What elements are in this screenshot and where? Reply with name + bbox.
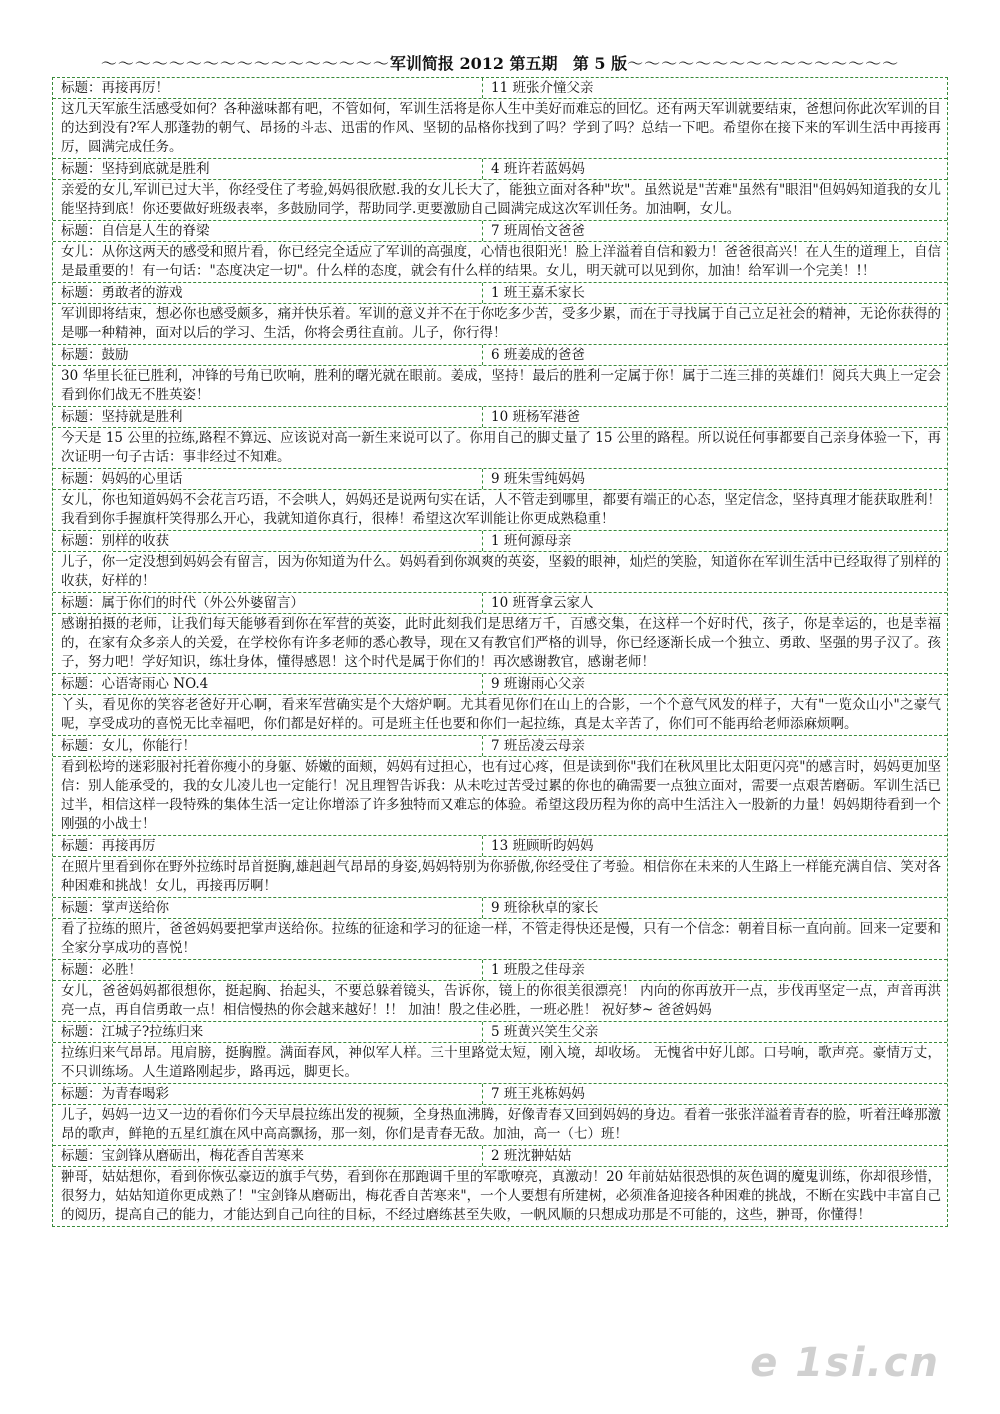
message-author: 4 班许若蓝妈妈 [491, 161, 585, 177]
message-header-row [53, 221, 947, 241]
message-author: 9 班谢雨心父亲 [491, 676, 585, 692]
header-title: 军训简报 2012 第五期 [389, 54, 558, 73]
message-body: 丫头，看见你的笑容老爸好开心啊，看来军营确实是个大熔炉啊。尤其看见你们在山上的合影，一个个意气风发的样子，大有"一览众山小"之豪气呢，享受成功的喜悦无比幸福吧，你们都是好样的。可是班主任也要和你们一起拉练，真是太辛苦了，你们可不能再给老师添麻烦啊。 [53, 694, 947, 735]
message-author: 7 班周怡文爸爸 [491, 223, 585, 239]
message-author: 9 班朱雪纯妈妈 [491, 471, 585, 487]
message-body: 军训即将结束，想必你也感受颇多，痛并快乐着。军训的意义并不在于你吃多少苦，受多少累，而在于寻找属于自己立足社会的精神，无论你获得的是哪一种精神，面对以后的学习、生活，你将会勇往直前。儿子，你行得！ [53, 303, 947, 344]
message-header-row [53, 674, 947, 694]
message-entry [53, 673, 947, 735]
message-body: 儿子，妈妈一边又一边的看你们今天早晨拉练出发的视频，全身热血沸腾，好像青春又回到妈妈的身边。看着一张张洋溢着青春的脸，听着汪峰那激昂的歌声，鲜艳的五星红旗在风中高高飘扬，那一刻，你们是青春无敌。加油，高一（七）班！ [53, 1104, 947, 1145]
message-entry [53, 1021, 947, 1083]
message-title: 标题：再接再厉 [53, 836, 483, 856]
message-author: 7 班岳凌云母亲 [491, 738, 585, 754]
message-title: 标题：自信是人生的脊梁 [53, 221, 483, 241]
message-header-row [53, 1084, 947, 1104]
message-header-row [53, 960, 947, 980]
message-author: 10 班杨军港爸 [491, 409, 580, 425]
message-title: 标题：勇敢者的游戏 [53, 283, 483, 303]
message-title: 标题：女儿，你能行！ [53, 736, 483, 756]
header-tilde-right: ～～～～～～～～～～～～～～～～ [627, 54, 900, 73]
message-title: 标题：妈妈的心里话 [53, 469, 483, 489]
message-body: 拉练归来气昂昂。甩肩膀，挺胸膛。满面春风，神似军人样。三十里路觉太短，刚入境，却收场。 无愧省中好儿郎。口号响，歌声亮。豪情万丈，不只训练场。人生道路刚起步，路再远，脚更长。 [53, 1042, 947, 1083]
message-title: 标题：鼓励 [53, 345, 483, 365]
message-header-row [53, 1146, 947, 1166]
message-title: 标题：江城子?拉练归来 [53, 1022, 483, 1042]
message-author: 11 班张介憧父亲 [491, 80, 594, 96]
message-entry [53, 1145, 947, 1226]
message-header-row [53, 283, 947, 303]
message-header-row [53, 469, 947, 489]
header-tilde-left: ～～～～～～～～～～～～～～～～～ [100, 54, 390, 73]
message-author: 7 班王兆栋妈妈 [491, 1086, 585, 1102]
message-author: 2 班沈翀姑姑 [491, 1148, 572, 1164]
message-header-row [53, 1022, 947, 1042]
message-title: 标题：必胜！ [53, 960, 483, 980]
message-body: 这几天军旅生活感受如何？各种滋味都有吧，不管如何，军训生活将是你人生中美好而难忘的回忆。还有两天军训就要结束，爸想问你此次军训的目的达到没有?军人那蓬勃的朝气、昂扬的斗志、迅雷的作风、坚韧的品格你找到了吗？学到了吗？总结一下吧。希望你在接下来的军训生活中再接再厉，圆满完成任务。 [53, 98, 947, 158]
message-header-row [53, 593, 947, 613]
message-entry [53, 530, 947, 592]
message-title: 标题：掌声送给你 [53, 898, 483, 918]
message-body: 女儿，爸爸妈妈都很想你，挺起胸、抬起头，不要总躲着镜头，告诉你，镜上的你很美很漂亮！ 内向的你再放开一点，步伐再坚定一点，声音再洪亮一点，再自信勇敢一点！相信慢热的你会越来越好！!！ 加油！殷之佳必胜，一班必胜！ 祝好梦~ 爸爸妈妈 [53, 980, 947, 1021]
message-body: 感谢拍摄的老师，让我们每天能够看到你在军营的英姿，此时此刻我们是思绪万千，百感交集，在这样一个好时代，孩子，你是幸运的，也是幸福的，在家有众多亲人的关爱，在学校你有许多老师的悉心教导，现在又有教官们严格的训导，你已经逐渐长成一个独立、勇敢、坚强的男子汉了。孩子，努力吧！学好知识，练壮身体，懂得感恩！这个时代是属于你们的！再次感谢教官，感谢老师！ [53, 613, 947, 673]
message-author: 6 班姜成的爸爸 [491, 347, 585, 363]
message-entry [53, 468, 947, 530]
message-entry [53, 735, 947, 835]
message-entry [53, 406, 947, 468]
message-title: 标题：坚持就是胜利 [53, 407, 483, 427]
message-title: 标题：属于你们的时代（外公外婆留言） [53, 593, 483, 613]
message-header-row [53, 836, 947, 856]
header-edition: 第 5 版 [572, 54, 628, 73]
message-title: 标题：再接再厉！ [53, 78, 483, 98]
message-entry [53, 282, 947, 344]
messages-table [52, 77, 948, 1227]
message-entry [53, 835, 947, 897]
message-body: 亲爱的女儿,军训已过大半，你经受住了考验,妈妈很欣慰.我的女儿长大了，能独立面对各种"坎"。虽然说是"苦难"虽然有"眼泪"但妈妈知道我的女儿能坚持到底！你还要做好班级表率，多鼓励同学，帮助同学.更要激励自己圆满完成这次军训任务。加油啊，女儿。 [53, 179, 947, 220]
site-watermark: e 1si.cn [750, 1340, 940, 1386]
message-header-row [53, 898, 947, 918]
message-entry [53, 158, 947, 220]
page-header [40, 52, 960, 76]
message-title: 标题：别样的收获 [53, 531, 483, 551]
message-body: 在照片里看到你在野外拉练时昂首挺胸,雄赳赳气昂昂的身姿,妈妈特别为你骄傲,你经受住了考验。相信你在未来的人生路上一样能充满自信、笑对各种困难和挑战！女儿，再接再厉啊！ [53, 856, 947, 897]
message-body: 看了拉练的照片，爸爸妈妈要把掌声送给你。拉练的征途和学习的征途一样，不管走得快还是慢，只有一个信念：朝着目标一直向前。回来一定要和全家分享成功的喜悦！ [53, 918, 947, 959]
message-author: 1 班何源母亲 [491, 533, 572, 549]
message-author: 5 班黄兴笑生父亲 [491, 1024, 599, 1040]
message-author: 1 班王嘉禾家长 [491, 285, 585, 301]
message-title: 标题：坚持到底就是胜利 [53, 159, 483, 179]
message-header-row [53, 736, 947, 756]
message-header-row [53, 159, 947, 179]
message-body: 30 华里长征已胜利，冲锋的号角已吹响，胜利的曙光就在眼前。姜成，坚持！最后的胜利一定属于你！属于二连三排的英雄们！阅兵大典上一定会看到你们战无不胜英姿！ [53, 365, 947, 406]
message-author: 9 班徐秋卓的家长 [491, 900, 599, 916]
message-entry [53, 1083, 947, 1145]
message-entry [53, 344, 947, 406]
message-title: 标题：宝剑锋从磨砺出，梅花香自苦寒来 [53, 1146, 483, 1166]
message-body: 今天是 15 公里的拉练,路程不算远、应该说对高一新生来说可以了。你用自己的脚丈量了 15 公里的路程。所以说任何事都要自己亲身体验一下，再次证明一句子古话：事非经过不知难。 [53, 427, 947, 468]
message-body: 女儿：从你这两天的感受和照片看，你已经完全适应了军训的高强度，心情也很阳光！脸上洋溢着自信和毅力！爸爸很高兴！在人生的道理上，自信是最重要的！有一句话："态度决定一切"。什么样的态度，就会有什么样的结果。女儿，明天就可以见到你，加油！给军训一个完美！!！ [53, 241, 947, 282]
message-entry [53, 959, 947, 1021]
message-title: 标题：为青春喝彩 [53, 1084, 483, 1104]
message-body: 翀哥，姑姑想你，看到你恢弘豪迈的旗手气势，看到你在那跑调千里的军歌嘹亮，真激动！20 年前姑姑很恐惧的灰色调的魔鬼训练，你却很珍惜，很努力，姑姑知道你更成熟了！"宝剑锋从磨砺出，梅花香自苦寒来"，一个人要想有所建树，必须准备迎接各种困难的挑战，不断在实践中丰富自己的阅历，提高自己的能力，才能达到自己向往的目标，不经过磨练甚至失败，一帆风顺的只想成功那是不可能的，这些，翀哥，你懂得！ [53, 1166, 947, 1226]
message-header-row [53, 407, 947, 427]
message-header-row [53, 78, 947, 98]
message-body: 看到松垮的迷彩服衬托着你瘦小的身躯、娇嫩的面颊，妈妈有过担心，也有过心疼，但是读到你"我们在秋风里比太阳更闪亮"的感言时，妈妈更加坚信：别人能承受的，我的女儿凌儿也一定能行！况且理智告诉我：从未吃过苦受过累的你也的确需要一点独立面对，需要一点艰苦磨砺。军训生活已过半，相信这样一段特殊的集体生活一定让你增添了许多独特而又难忘的体验。希望这段历程为你的高中生活注入一股新的力量！妈妈期待看到一个刚强的小战士！ [53, 756, 947, 835]
message-body: 女儿，你也知道妈妈不会花言巧语，不会哄人，妈妈还是说两句实在话，人不管走到哪里，都要有端正的心态，坚定信念，坚持真理才能获取胜利！我看到你手握旗杆笑得那么开心，我就知道你真行，很棒！希望这次军训能让你更成熟稳重！ [53, 489, 947, 530]
message-header-row [53, 531, 947, 551]
message-body: 儿子，你一定没想到妈妈会有留言，因为你知道为什么。妈妈看到你飒爽的英姿，坚毅的眼神，灿烂的笑脸，知道你在军训生活中已经取得了别样的收获，好样的！ [53, 551, 947, 592]
message-entry [53, 220, 947, 282]
message-entry [53, 592, 947, 673]
message-author: 13 班顾昕昀妈妈 [491, 838, 594, 854]
message-entry [53, 78, 947, 158]
message-author: 10 班胥拿云家人 [491, 595, 594, 611]
message-author: 1 班殷之佳母亲 [491, 962, 585, 978]
message-entry [53, 897, 947, 959]
message-header-row [53, 345, 947, 365]
message-title: 标题：心语寄雨心 NO.4 [53, 674, 483, 694]
